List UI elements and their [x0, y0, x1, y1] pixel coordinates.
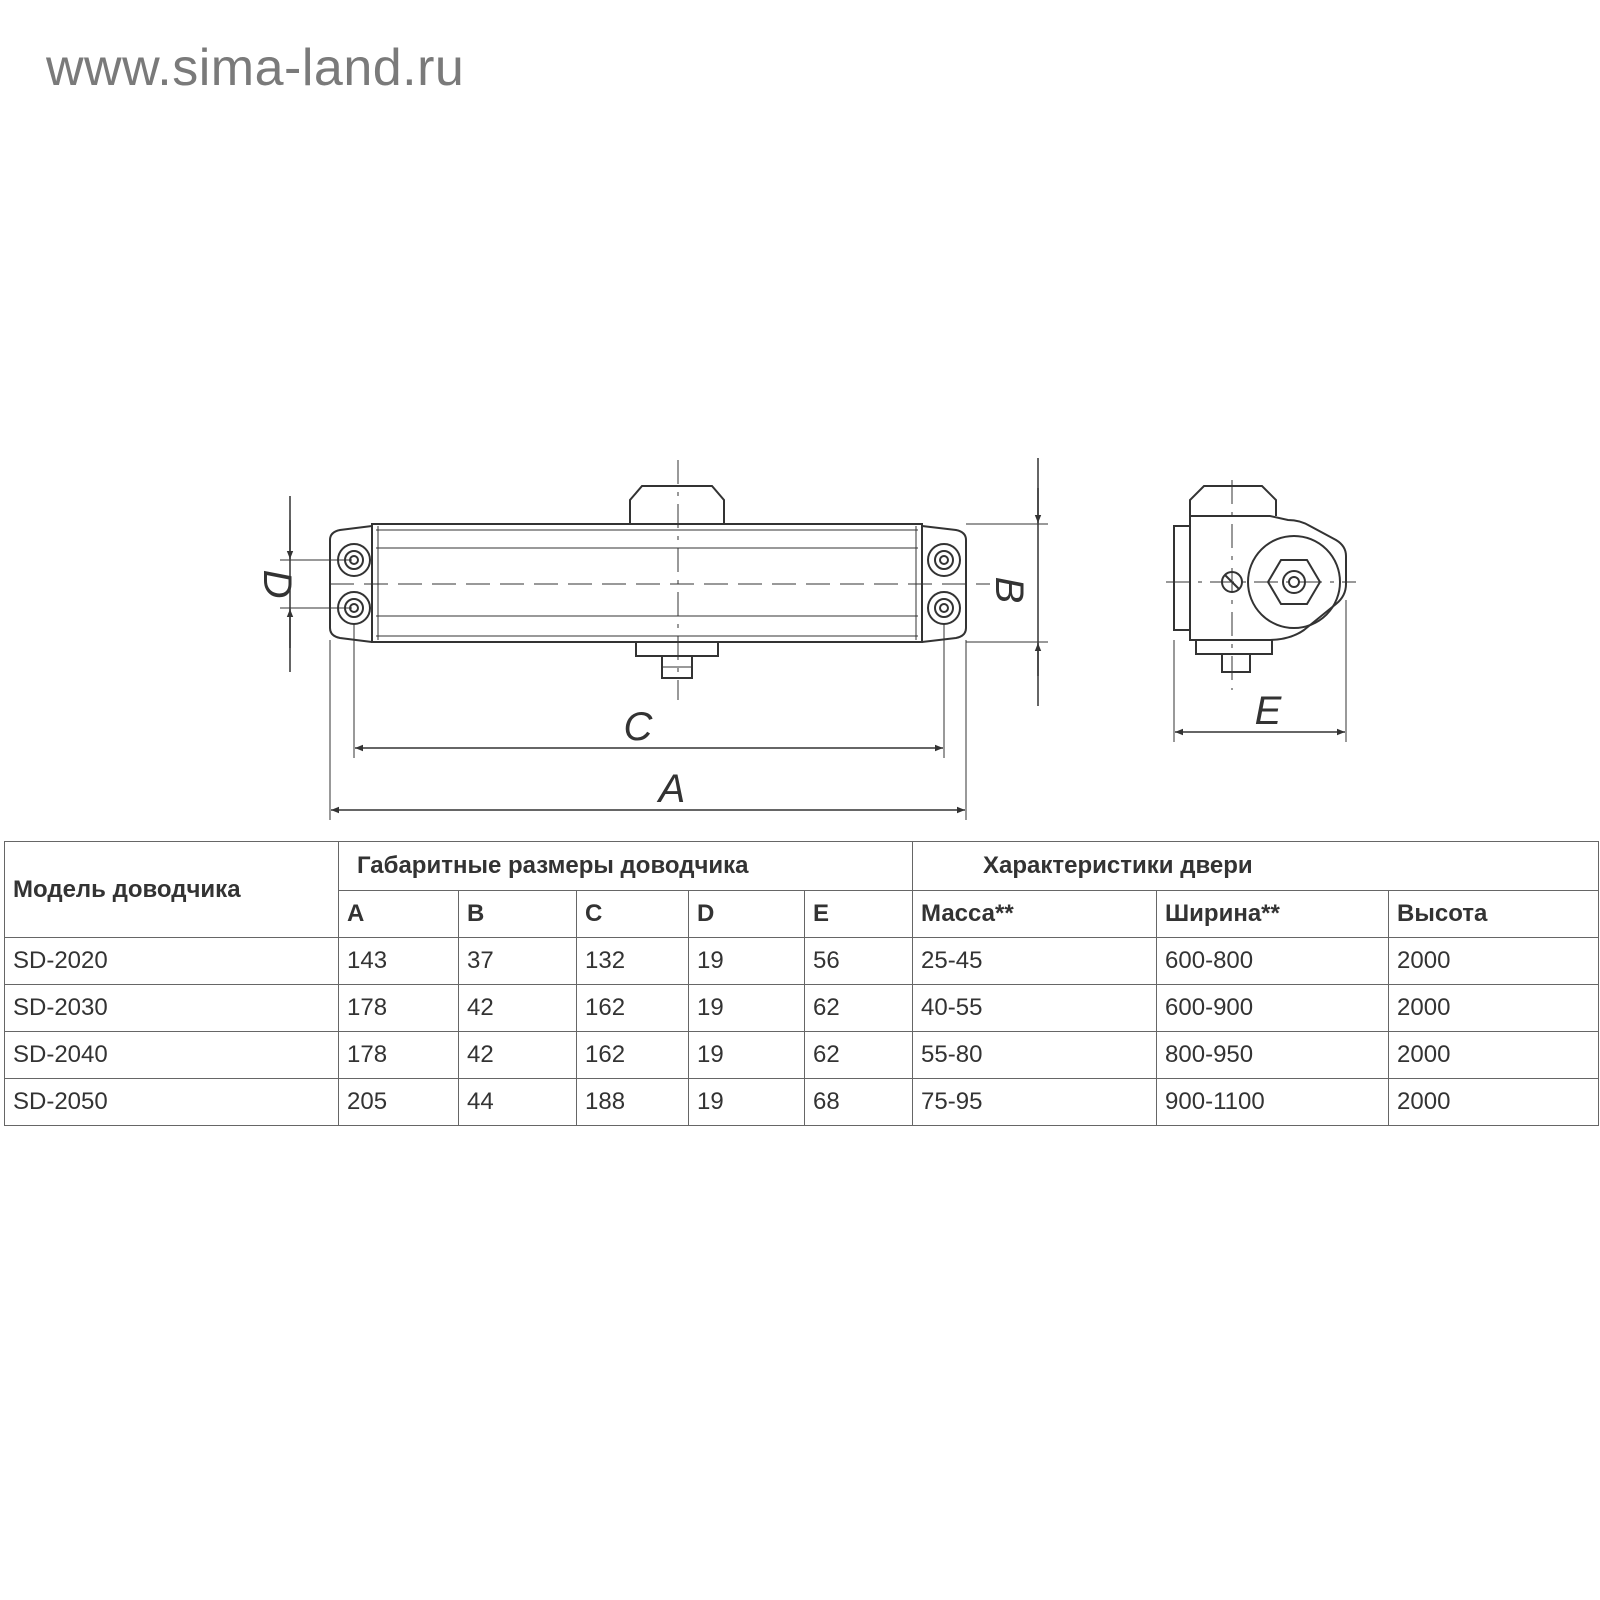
closer-front-view [330, 460, 990, 700]
table-cell: 37 [459, 938, 577, 985]
table-cell: SD-2030 [5, 985, 339, 1032]
table-cell: 143 [339, 938, 459, 985]
dims-group-header: Габаритные размеры доводчика [339, 842, 913, 891]
table-cell: 178 [339, 985, 459, 1032]
table-cell: 19 [689, 938, 805, 985]
col-header: Ширина** [1157, 891, 1389, 938]
table-cell: 205 [339, 1079, 459, 1126]
table-cell: SD-2040 [5, 1032, 339, 1079]
door-group-header: Характеристики двери [913, 842, 1599, 891]
table-cell: SD-2050 [5, 1079, 339, 1126]
table-cell: 19 [689, 1032, 805, 1079]
table-row [5, 938, 1599, 985]
side-valve [1190, 486, 1276, 516]
table-row [5, 1032, 1599, 1079]
table-cell: 2000 [1389, 985, 1599, 1032]
col-header: Высота [1389, 891, 1599, 938]
table-cell: 55-80 [913, 1032, 1157, 1079]
table-cell: 56 [805, 938, 913, 985]
col-header: D [689, 891, 805, 938]
table-row [5, 1079, 1599, 1126]
table-cell: 19 [689, 985, 805, 1032]
table-cell: SD-2020 [5, 938, 339, 985]
table-cell: 42 [459, 1032, 577, 1079]
table-cell: 600-900 [1157, 985, 1389, 1032]
col-header: E [805, 891, 913, 938]
label-b: B [987, 576, 1031, 604]
closer-side-view [1166, 480, 1356, 690]
top-valve [630, 486, 724, 524]
label-e: E [1254, 689, 1282, 733]
table-cell: 75-95 [913, 1079, 1157, 1126]
specs-table [4, 841, 1599, 1126]
label-c: C [623, 705, 653, 749]
table-cell: 132 [577, 938, 689, 985]
table-cell: 2000 [1389, 1079, 1599, 1126]
table-cell: 188 [577, 1079, 689, 1126]
table-cell: 19 [689, 1079, 805, 1126]
table-cell: 25-45 [913, 938, 1157, 985]
col-header: Масса** [913, 891, 1157, 938]
table-cell: 62 [805, 1032, 913, 1079]
table-cell: 42 [459, 985, 577, 1032]
closer-body [372, 524, 922, 642]
table-cell: 68 [805, 1079, 913, 1126]
label-d: D [255, 569, 299, 599]
table-cell: 162 [577, 985, 689, 1032]
table-cell: 2000 [1389, 1032, 1599, 1079]
table-cell: 40-55 [913, 985, 1157, 1032]
col-header: A [339, 891, 459, 938]
site-watermark: www.sima-land.ru [46, 39, 465, 97]
table-cell: 900-1100 [1157, 1079, 1389, 1126]
col-header: C [577, 891, 689, 938]
table-cell: 162 [577, 1032, 689, 1079]
bottom-spindle [636, 642, 718, 656]
model-header: Модель доводчика [5, 842, 339, 938]
table-cell: 62 [805, 985, 913, 1032]
table-cell: 800-950 [1157, 1032, 1389, 1079]
table-row [5, 985, 1599, 1032]
table-cell: 600-800 [1157, 938, 1389, 985]
table-cell: 178 [339, 1032, 459, 1079]
table-cell: 44 [459, 1079, 577, 1126]
col-header: B [459, 891, 577, 938]
table-cell: 2000 [1389, 938, 1599, 985]
label-a: A [658, 767, 686, 811]
